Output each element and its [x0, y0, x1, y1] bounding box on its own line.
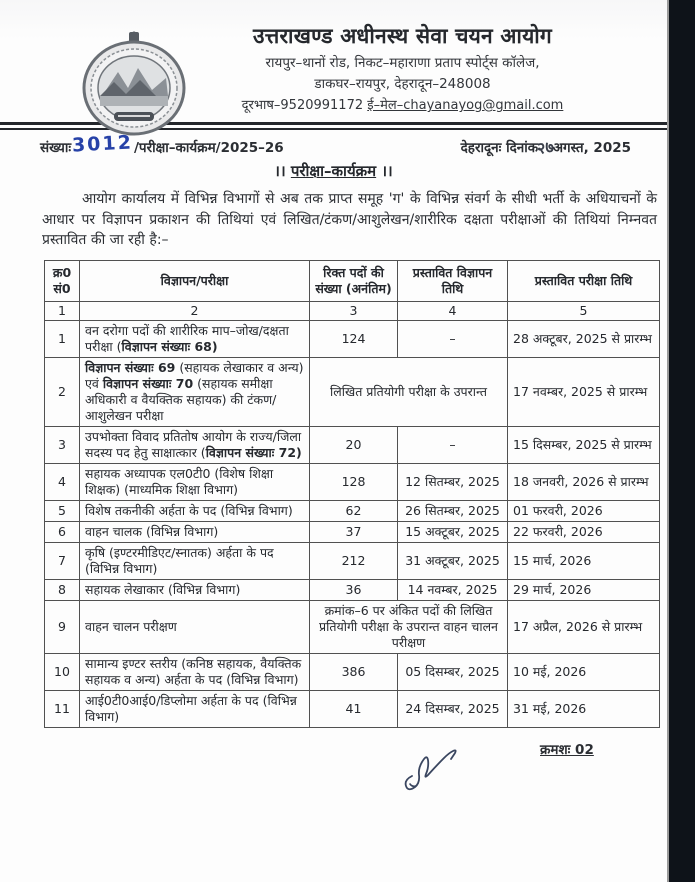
cell-vacancies: 128 [310, 464, 398, 501]
date-suffix: अगस्त, 2025 [552, 140, 631, 156]
table-row [45, 427, 660, 464]
table-row [45, 580, 660, 601]
cell-merged-note: लिखित प्रतियोगी परीक्षा के उपरान्त [310, 358, 508, 427]
cell-exam-name: विशेष तकनीकी अर्हता के पद (विभिन्न विभाग) [80, 501, 310, 522]
cell-serial: 8 [45, 580, 80, 601]
exam-name-segment: उपभोक्ता विवाद प्रतितोष आयोग के राज्य/जिला सदस्य पद हेतु साक्षात्कार ( [85, 429, 302, 461]
header-row [45, 261, 660, 302]
cell-exam-name: कृषि (इण्टरमीडिएट/स्नातक) अर्हता के पद (विभिन्न विभाग) [80, 543, 310, 580]
date-prefix: देहरादूनः दिनांक [460, 140, 539, 156]
page-footer [0, 728, 667, 804]
handwritten-date: २७ [536, 137, 555, 158]
phone-number: दूरभाष–9520991172 [241, 98, 364, 113]
cell-ad-date: – [398, 321, 508, 358]
cell-exam-name: वाहन चालक (विभिन्न विभाग) [80, 522, 310, 543]
exam-name-segment: (सहायक समीक्षा अधिकारी व वैयक्तिक सहायक) की टंकण/आशुलेखन परीक्षा [85, 376, 277, 424]
handwritten-ref-number: 3012 [71, 131, 134, 157]
cell-exam-date: 15 दिसम्बर, 2025 से प्रारम्भ [508, 427, 660, 464]
reference-line [0, 130, 667, 157]
exam-schedule-table [44, 260, 660, 728]
col-header-serial: क्र0 सं0 [45, 261, 80, 302]
cell-vacancies: 20 [310, 427, 398, 464]
table-row [45, 601, 660, 654]
continuation-note: क्रमशः 02 [540, 742, 594, 759]
cell-exam-name: वाहन चालन परीक्षण [80, 601, 310, 654]
date-line [461, 135, 631, 157]
cell-exam-name [80, 358, 310, 427]
cell-exam-name [80, 427, 310, 464]
cell-serial: 6 [45, 522, 80, 543]
cell-exam-date: 17 नवम्बर, 2025 से प्रारम्भ [508, 358, 660, 427]
cell-exam-date: 22 फरवरी, 2026 [508, 522, 660, 543]
cell-exam-name: सहायक लेखाकार (विभिन्न विभाग) [80, 580, 310, 601]
cell-serial: 7 [45, 543, 80, 580]
address-line-1: रायपुर–थानों रोड, निकट–महाराणा प्रताप स्पोर्ट्स कॉलेज, [265, 55, 540, 71]
letterhead [150, 22, 655, 113]
table-row [45, 654, 660, 691]
cell-exam-date: 18 जनवरी, 2026 से प्रारम्भ [508, 464, 660, 501]
col-header-exam-date: प्रस्तावित परीक्षा तिथि [508, 261, 660, 302]
cell-serial: 11 [45, 691, 80, 728]
cell-exam-name: सहायक अध्यापक एल0टी0 (विशेष शिक्षा शिक्षक) (माध्यमिक शिक्षा विभाग) [80, 464, 310, 501]
exam-name-segment: विज्ञापन संख्याः 68) [121, 339, 218, 355]
cell-ad-date: – [398, 427, 508, 464]
ref-prefix: संख्याः [40, 140, 72, 156]
exam-name-segment: विज्ञापन संख्याः 70 [102, 376, 194, 392]
handwritten-signature [398, 732, 478, 796]
table-row [45, 522, 660, 543]
org-name: उत्तराखण्ड अधीनस्थ सेवा चयन आयोग [253, 24, 552, 48]
cell-vacancies: 124 [310, 321, 398, 358]
schedule-table-body [45, 321, 660, 728]
col-header-ad-date: प्रस्तावित विज्ञापन तिथि [398, 261, 508, 302]
title-open-danda: ।। [274, 162, 291, 180]
cell-exam-date: 01 फरवरी, 2026 [508, 501, 660, 522]
cell-serial: 4 [45, 464, 80, 501]
document-title [0, 161, 667, 181]
title-text: परीक्षा–कार्यक्रम [290, 162, 377, 180]
cell-exam-name: सामान्य इण्टर स्तरीय (कनिष्ठ सहायक, वैयक्तिक सहायक व अन्य) अर्हता के पद (विभिन्न विभाग) [80, 654, 310, 691]
exam-name-segment: विज्ञापन संख्याः 72) [205, 445, 302, 461]
cell-ad-date: 05 दिसम्बर, 2025 [398, 654, 508, 691]
table-row [45, 321, 660, 358]
cell-exam-date: 15 मार्च, 2026 [508, 543, 660, 580]
cell-serial: 2 [45, 358, 80, 427]
title-close-danda: ।। [376, 162, 393, 180]
col-number: 5 [508, 302, 660, 321]
contact-line [150, 95, 655, 113]
exam-name-segment: वन दरोगा पदों की शारीरिक माप–जोख/दक्षता परीक्षा ( [85, 323, 289, 355]
col-header-vacancies: रिक्त पदों की संख्या (अनंतिम) [310, 261, 398, 302]
col-number: 3 [310, 302, 398, 321]
uttarakhand-commission-emblem-icon [76, 30, 192, 138]
col-number: 4 [398, 302, 508, 321]
col-header-exam: विज्ञापन/परीक्षा [80, 261, 310, 302]
cell-vacancies: 212 [310, 543, 398, 580]
cell-vacancies: 37 [310, 522, 398, 543]
cell-exam-date: 17 अप्रैल, 2026 से प्रारम्भ [508, 601, 660, 654]
table-row [45, 464, 660, 501]
col-number: 2 [80, 302, 310, 321]
cell-exam-date: 29 मार्च, 2026 [508, 580, 660, 601]
email-address: ई–मेल–chayanayog@gmail.com [367, 98, 564, 113]
scan-dark-edge [667, 0, 695, 882]
cell-exam-date: 28 अक्टूबर, 2025 से प्रारम्भ [508, 321, 660, 358]
cell-vacancies: 41 [310, 691, 398, 728]
cell-merged-note: क्रमांक–6 पर अंकित पदों की लिखित प्रतियोगी परीक्षा के उपरान्त वाहन चालन परीक्षण [310, 601, 508, 654]
table-row [45, 358, 660, 427]
reference-number [40, 131, 284, 157]
cell-vacancies: 386 [310, 654, 398, 691]
cell-ad-date: 26 सितम्बर, 2025 [398, 501, 508, 522]
cell-serial: 10 [45, 654, 80, 691]
cell-serial: 1 [45, 321, 80, 358]
cell-ad-date: 12 सितम्बर, 2025 [398, 464, 508, 501]
cell-exam-name: आई0टी0आई0/डिप्लोमा अर्हता के पद (विभिन्न विभाग) [80, 691, 310, 728]
address-line-2: डाकघर–रायपुर, देहरादून–248008 [314, 76, 491, 92]
cell-vacancies: 36 [310, 580, 398, 601]
column-number-row [45, 302, 660, 321]
intro-paragraph: आयोग कार्यालय में विभिन्न विभागों से अब तक प्राप्त समूह 'ग' के विभिन्न संवर्ग के सीधी भर्ती के अधियाचनों के आधार पर विज्ञापन प्रकाशन की तिथियां एवं लिखित/टंकण/आशुलेखन/शारीरिक दक्षता परीक्षाओं की तिथियां निम्नवत प्रस्तावित की जा रही है:– [42, 191, 657, 249]
table-row [45, 501, 660, 522]
cell-vacancies: 62 [310, 501, 398, 522]
exam-name-segment: विज्ञापन संख्याः 69 [85, 360, 176, 376]
table-row [45, 543, 660, 580]
cell-ad-date: 31 अक्टूबर, 2025 [398, 543, 508, 580]
cell-ad-date: 24 दिसम्बर, 2025 [398, 691, 508, 728]
ref-suffix: /परीक्षा–कार्यक्रम/2025–26 [133, 140, 284, 156]
cell-ad-date: 15 अक्टूबर, 2025 [398, 522, 508, 543]
cell-serial: 3 [45, 427, 80, 464]
schedule-table-head [45, 261, 660, 321]
cell-serial: 5 [45, 501, 80, 522]
exam-name-segment: (सहायक लेखाकार व अन्य) एवं [85, 360, 304, 392]
cell-exam-date: 10 मई, 2026 [508, 654, 660, 691]
table-row [45, 691, 660, 728]
col-number: 1 [45, 302, 80, 321]
cell-exam-name [80, 321, 310, 358]
cell-serial: 9 [45, 601, 80, 654]
cell-ad-date: 14 नवम्बर, 2025 [398, 580, 508, 601]
cell-exam-date: 31 मई, 2026 [508, 691, 660, 728]
